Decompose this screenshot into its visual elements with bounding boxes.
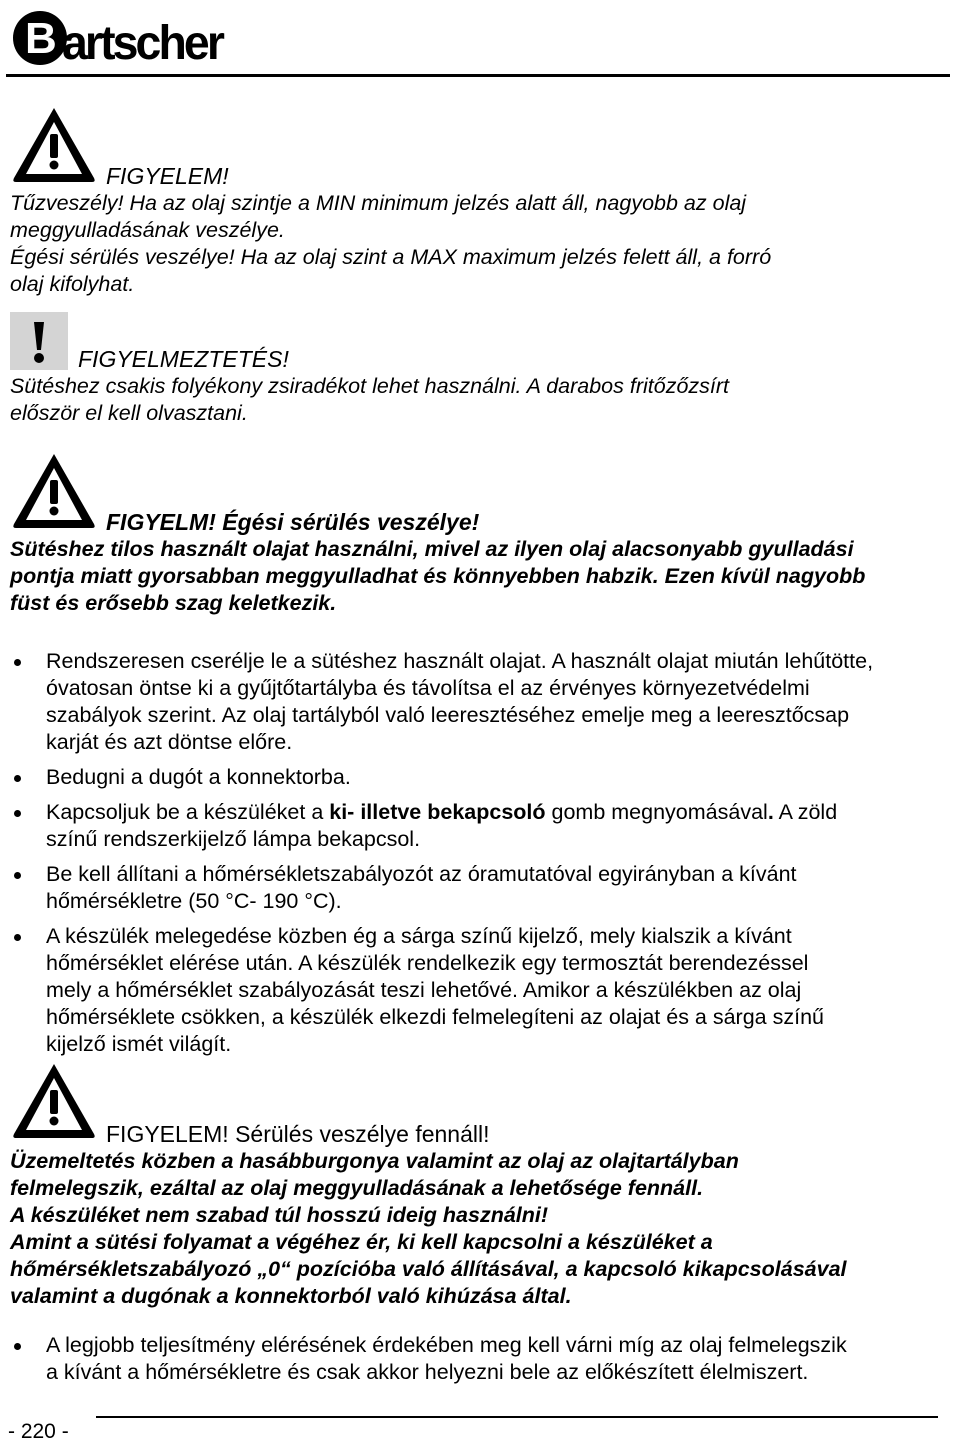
warning-3-line: A készüléket nem szabad túl hosszú ideig használni! [10,1203,549,1227]
warning-3-line: Üzemeltetés közben a hasábburgonya valamint az olaj az olajtartályban [10,1149,739,1173]
warning-2-line: füst és erősebb szag keletkezik. [10,591,337,615]
list-item-line: kijelző ismét világít. [46,1032,232,1056]
text-run: A zöld [773,800,838,824]
list-item-line [46,799,950,826]
warning-3-line: felmelegszik, ezáltal az olaj meggyulladásának a lehetősége fennáll. [10,1176,704,1200]
list-item [10,764,950,791]
text-run: Kapcsoljuk be a készüléket a [46,800,330,824]
warning-1-line: Égési sérülés veszélye! Ha az olaj szint a MAX maximum jelzés felett áll, a forró [10,245,772,269]
bartscher-logo [10,4,225,70]
list-item [10,799,950,853]
power-switch-label: ki- illetve bekapcsoló [329,800,546,824]
footer-rule [96,1416,938,1418]
bullet-icon [14,934,21,941]
list-item [10,1332,950,1386]
bullet-icon [14,810,21,817]
list-item [10,648,950,756]
text-run: . [767,800,774,824]
warning-3-heading: FIGYELEM! Sérülés veszélye fennáll! [106,1121,490,1147]
list-item-line: szabályok szerint. Az olaj tartályból való leeresztéséhez emelje meg a leeresztőcsap [46,703,850,727]
list-item-line: hőmérséklet elérése után. A készülék rendelkezik egy termosztát berendezéssel [46,951,809,975]
caution [10,345,950,427]
caution-line: először el kell olvasztani. [10,401,248,425]
warning-3-line: Amint a sütési folyamat a végéhez ér, ki kell kapcsolni a készüléket a [10,1230,713,1254]
warning-2-heading: FIGYELM! Égési sérülés veszélye! [106,509,480,535]
svg-text:B: B [25,14,57,63]
list-item-line: A legjobb teljesítmény elérésének érdekében meg kell várni míg az olaj felmelegszik [46,1333,847,1357]
warning-3 [10,1120,950,1310]
list-item-line: Be kell állítani a hőmérsékletszabályozót az óramutatóval egyirányban a kívánt [46,862,797,886]
list-item-line: Rendszeresen cserélje le a sütéshez használt olajat. A használt olajat miután lehűtötte, [46,649,874,673]
list-item-line: a kívánt a hőmérsékletre és csak akkor helyezni bele az előkészített élelmiszert. [46,1360,809,1384]
list-item-line: színű rendszerkijelző lámpa bekapcsol. [46,827,421,851]
list-item-line: hőmérséklete csökken, a készülék elkezdi felmelegíteni az olajat és a sárga színű [46,1005,824,1029]
bullet-icon [14,775,21,782]
warning-1-heading: FIGYELEM! [106,163,229,189]
warning-1-line: olaj kifolyhat. [10,272,135,296]
svg-text:artscher: artscher [62,17,225,70]
list-item-line: karját és azt döntse előre. [46,730,293,754]
warning-1-line: meggyulladásának veszélye. [10,218,285,242]
bullet-icon [14,1343,21,1350]
warning-2 [10,508,950,617]
header-rule [6,74,950,77]
page-number: - 220 - [8,1420,69,1443]
instructions-list-1 [10,648,950,1058]
list-item-line: Bedugni a dugót a konnektorba. [46,765,351,789]
list-item-line: mely a hőmérséklet szabályozását teszi lehetővé. Amikor a készülékben az olaj [46,978,802,1002]
warning-3-line: hőmérsékletszabályozó „0“ pozícióba való állításával, a kapcsoló kikapcsolásával [10,1257,847,1281]
list-item [10,861,950,915]
warning-1 [10,162,950,298]
instructions-list-2 [10,1332,950,1386]
warning-2-line: Sütéshez tilos használt olajat használni, mivel az ilyen olaj alacsonyabb gyulladási [10,537,854,561]
warning-2-line: pontja miatt gyorsabban meggyulladhat és könnyebben habzik. Ezen kívül nagyobb [10,564,866,588]
warning-1-line: Tűzveszély! Ha az olaj szintje a MIN minimum jelzés alatt áll, nagyobb az olaj [10,191,747,215]
list-item-line: A készülék melegedése közben ég a sárga színű kijelző, mely kialszik a kívánt [46,924,792,948]
list-item-line: óvatosan öntse ki a gyűjtőtartályba és távolítsa el az érvényes környezetvédelmi [46,676,810,700]
list-item-line: hőmérsékletre (50 °C- 190 °C). [46,889,342,913]
warning-3-line: valamint a dugónak a konnektorból való kihúzása által. [10,1284,572,1308]
caution-line: Sütéshez csakis folyékony zsiradékot lehet használni. A darabos fritőzőzsírt [10,374,730,398]
caution-heading: FIGYELMEZTETÉS! [78,346,289,372]
bullet-icon [14,659,21,666]
bullet-icon [14,872,21,879]
list-item [10,923,950,1058]
text-run: gomb megnyomásával [545,800,768,824]
